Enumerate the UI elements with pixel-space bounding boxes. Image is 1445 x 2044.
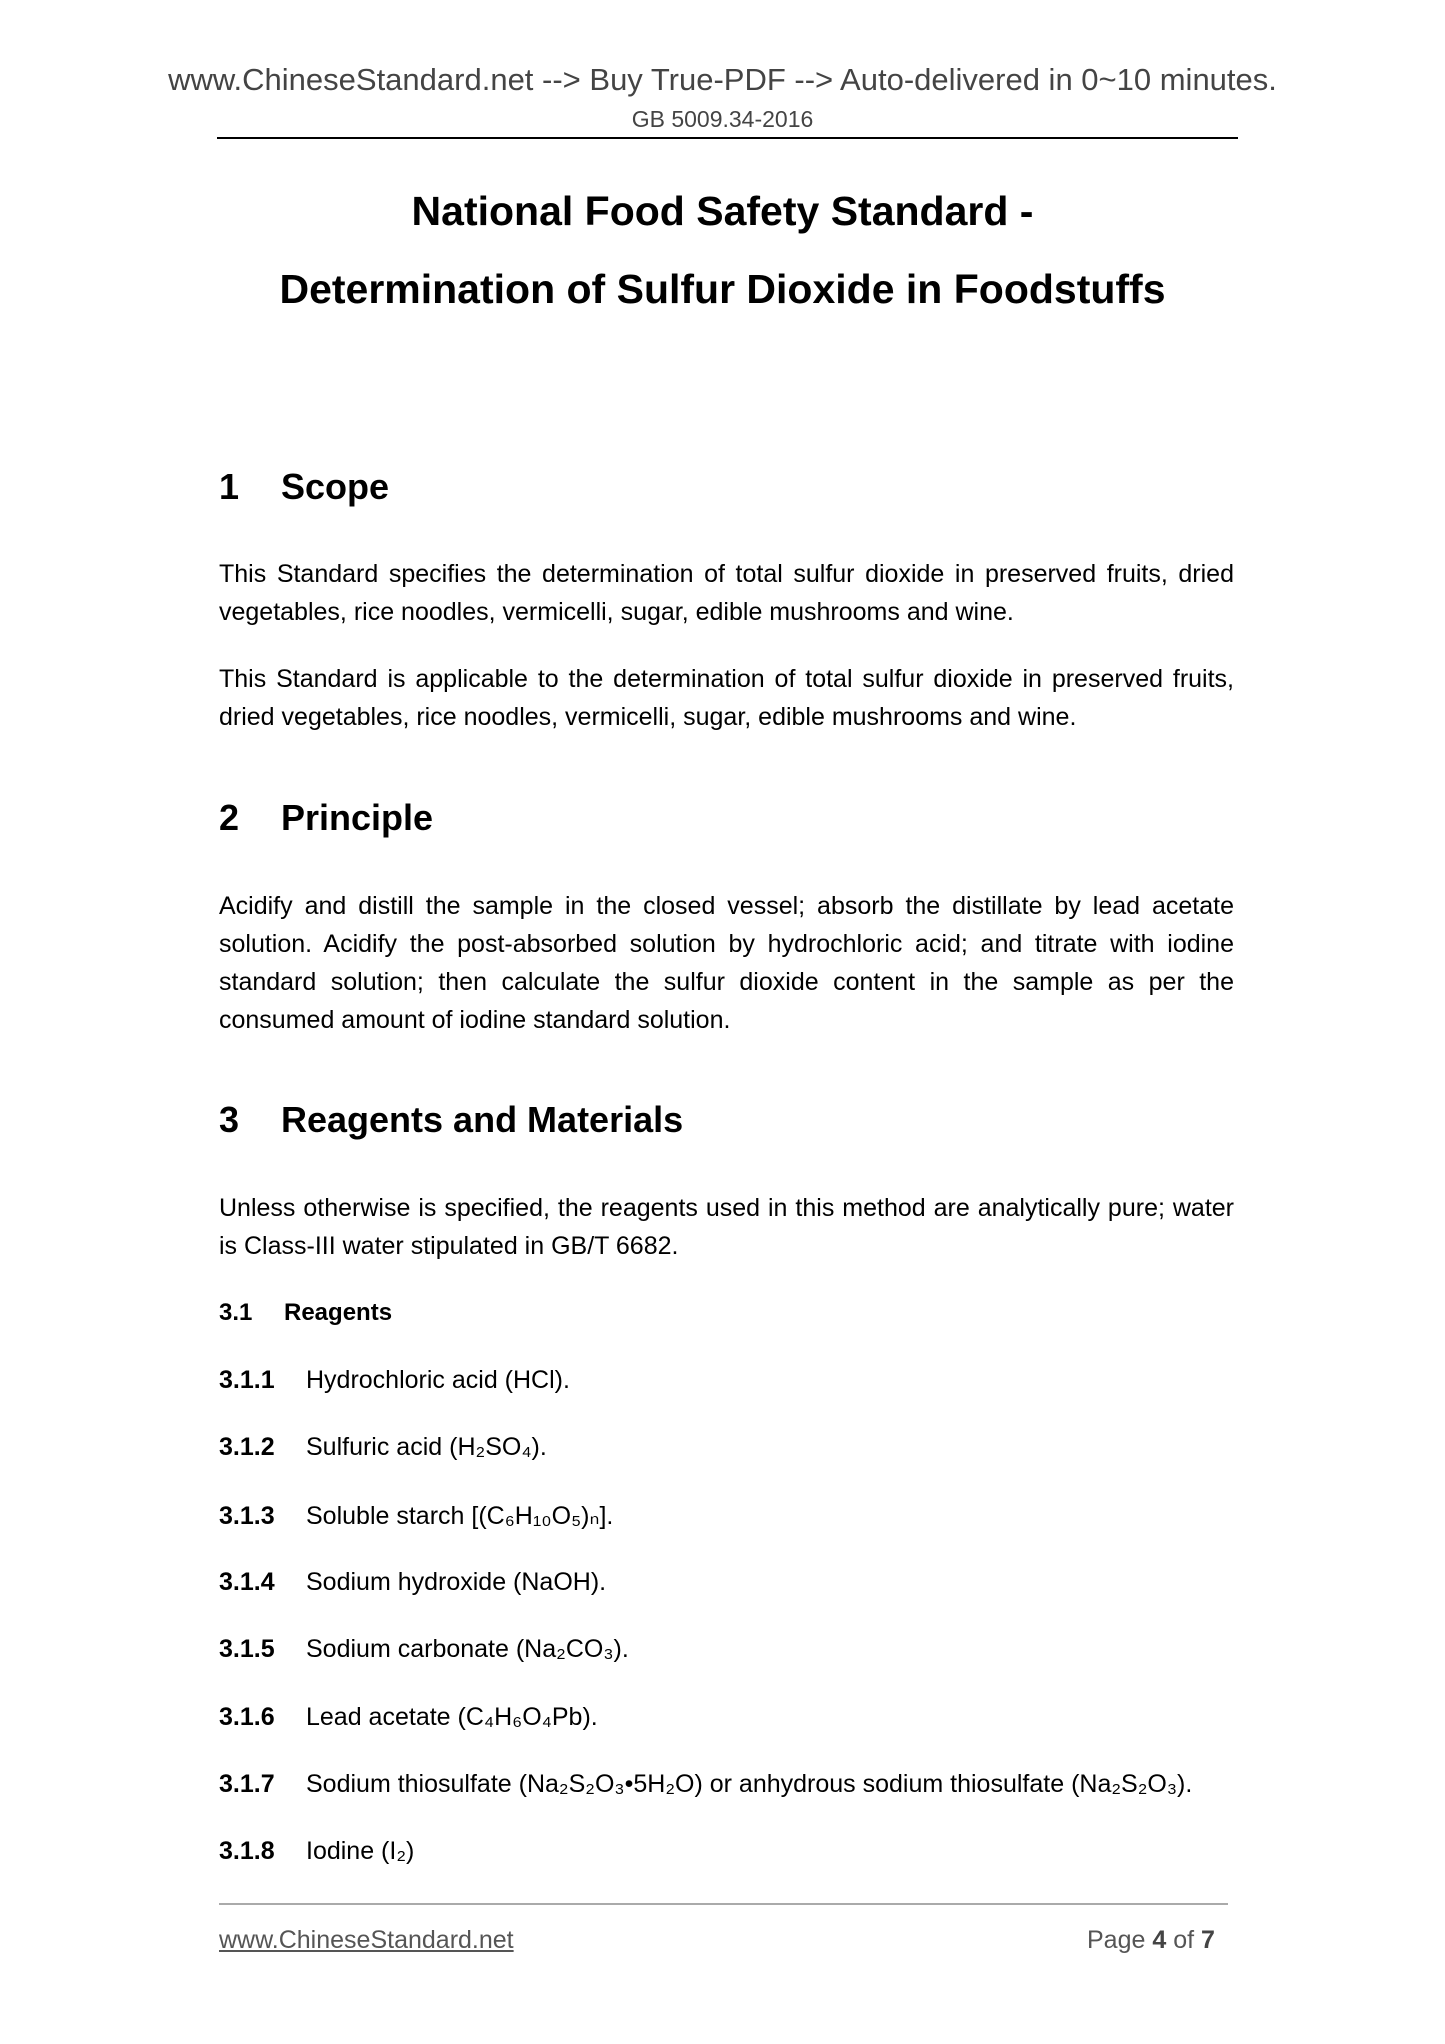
item-number: 3.1.5 xyxy=(219,1635,275,1663)
standard-code: GB 5009.34-2016 xyxy=(631,106,814,132)
item-number: 3.1.4 xyxy=(219,1568,275,1596)
subsection-number: 3.1 xyxy=(219,1299,253,1326)
item-text: Soluble starch [(C₆H₁₀O₅)ₙ]. xyxy=(306,1502,614,1530)
page-prefix: Page xyxy=(1087,1926,1146,1954)
page-current: 4 xyxy=(1152,1926,1167,1954)
item-text: Lead acetate (C₄H₆O₄Pb). xyxy=(306,1703,598,1731)
item-number: 3.1.7 xyxy=(219,1770,275,1798)
section-title: Scope xyxy=(281,466,390,507)
section-title: Reagents and Materials xyxy=(281,1099,684,1140)
principle-paragraph: Acidify and distill the sample in the closed vessel; absorb the distillate by lead acetate solution. Acidify the post-absorbed solution by hydrochloric acid; and titrate with iodine standard solution; then calculate the sulfur dioxide content in the sample as per the consumed amount of iodine standard solution. xyxy=(219,892,1234,1034)
reagent-item xyxy=(219,1635,629,1664)
reagent-item xyxy=(219,1770,1192,1799)
section-heading-reagents-materials xyxy=(219,1099,683,1141)
scope-paragraph-2: This Standard is applicable to the determination of total sulfur dioxide in preserved fruits, dried vegetables, rice noodles, vermicelli, sugar, edible mushrooms and wine. xyxy=(219,665,1234,731)
item-number: 3.1.3 xyxy=(219,1502,275,1530)
page-total: 7 xyxy=(1201,1926,1215,1954)
item-text: Sodium hydroxide (NaOH). xyxy=(306,1568,607,1596)
reagents-paragraph: Unless otherwise is specified, the reagents used in this method are analytically pure; water is Class-III water stipulated in GB/T 6682. xyxy=(219,1194,1234,1260)
section-title: Principle xyxy=(281,797,434,838)
item-text: Hydrochloric acid (HCl). xyxy=(306,1366,570,1394)
item-number: 3.1.8 xyxy=(219,1837,275,1865)
item-text: Sulfuric acid (H₂SO₄). xyxy=(306,1433,547,1461)
reagent-item xyxy=(219,1568,606,1597)
section-number: 1 xyxy=(219,466,240,507)
header-rule xyxy=(217,137,1238,139)
section-heading-scope xyxy=(219,466,389,508)
scope-paragraph-1: This Standard specifies the determination of total sulfur dioxide in preserved fruits, dried vegetables, rice noodles, vermicelli, sugar, edible mushrooms and wine. xyxy=(219,560,1234,626)
document-title-line2: Determination of Sulfur Dioxide in Foodstuffs xyxy=(279,266,1166,312)
footer-rule xyxy=(219,1903,1228,1905)
header-banner: www.ChineseStandard.net --> Buy True-PDF --> Auto-delivered in 0~10 minutes. xyxy=(168,62,1277,97)
item-text: Iodine (I₂) xyxy=(306,1837,415,1865)
page-of: of xyxy=(1173,1926,1195,1954)
reagent-item xyxy=(219,1433,547,1462)
reagent-item xyxy=(219,1366,570,1395)
section-heading-principle xyxy=(219,797,433,839)
page-indicator xyxy=(1087,1926,1215,1955)
document-title-line1: National Food Safety Standard - xyxy=(411,188,1034,234)
section-number: 3 xyxy=(219,1099,240,1140)
reagent-item xyxy=(219,1501,613,1531)
item-number: 3.1.1 xyxy=(219,1366,275,1394)
item-text: Sodium thiosulfate (Na₂S₂O₃•5H₂O) or anhydrous sodium thiosulfate (Na₂S₂O₃). xyxy=(306,1770,1193,1798)
subsection-title: Reagents xyxy=(284,1299,393,1326)
reagent-item xyxy=(219,1837,414,1866)
subsection-heading-reagents xyxy=(219,1299,392,1327)
section-number: 2 xyxy=(219,797,240,838)
item-number: 3.1.2 xyxy=(219,1433,275,1461)
reagent-item xyxy=(219,1703,598,1732)
footer-website-link[interactable]: www.ChineseStandard.net xyxy=(219,1926,514,1954)
item-text: Sodium carbonate (Na₂CO₃). xyxy=(306,1635,629,1663)
item-number: 3.1.6 xyxy=(219,1703,275,1731)
